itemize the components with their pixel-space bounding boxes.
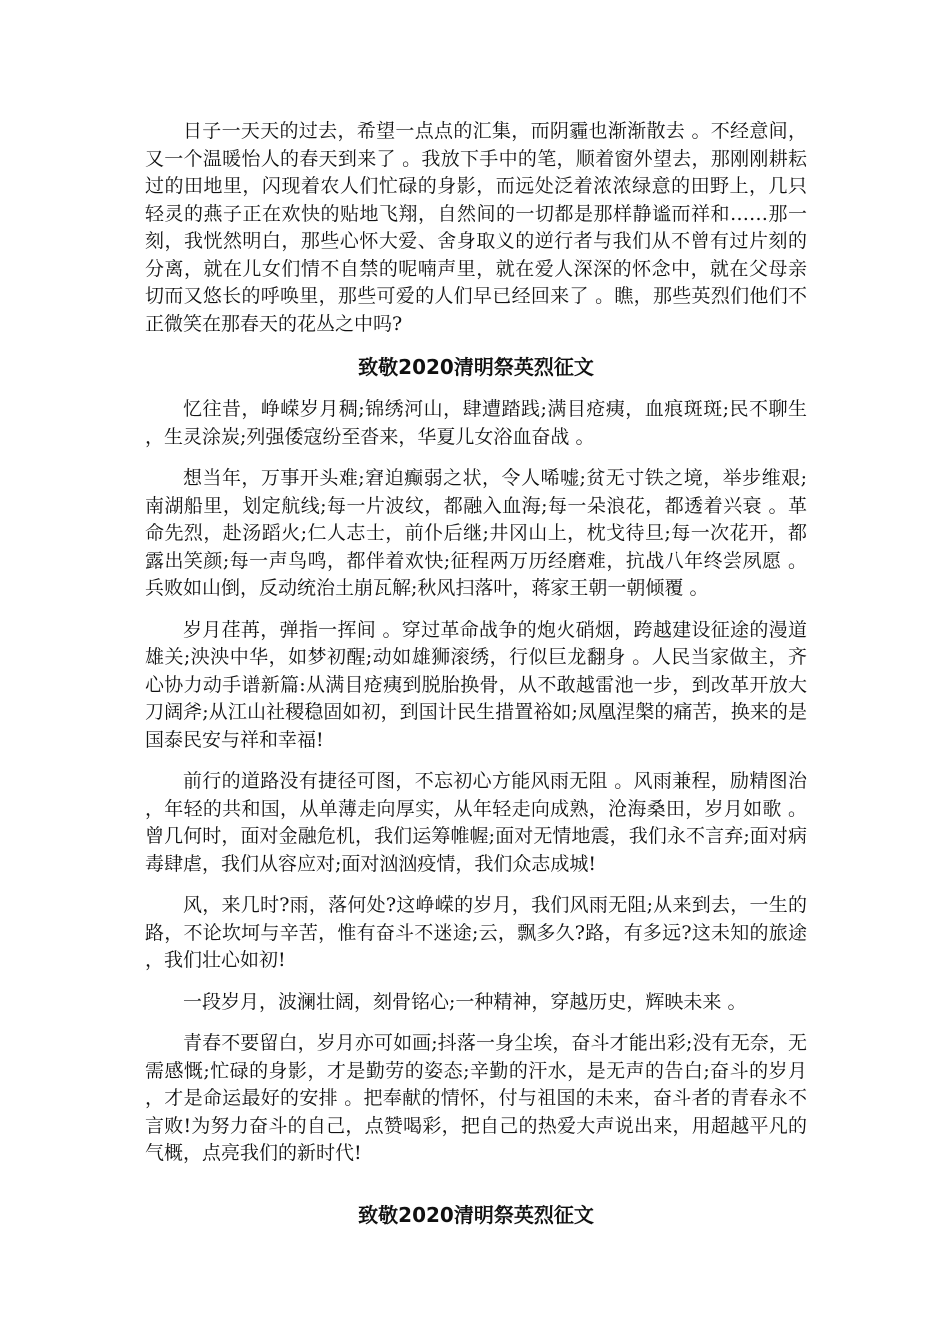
body-paragraph-7: 青春不要留白，岁月亦可如画;抖落一身尘埃，奋斗才能出彩;没有无奈，无需感慨;忙碌的身影，才是勤劳的姿态;辛勤的汗水，是无声的告白;奋斗的岁月，才是命运最好的安排 。把奉献的情怀，付与祖国的未来，奋斗者的青春永不言败!为努力奋斗的自己，点赞喝彩，把自己的热爱大声说出来，用超越平凡的气概，点亮我们的新时代! xyxy=(145,1032,807,1164)
section-title: 致敬2020清明祭英烈征文 xyxy=(358,355,594,379)
body-paragraph-3: 岁月荏苒，弹指一挥间 。穿过革命战争的炮火硝烟，跨越建设征途的漫道雄关;泱泱中华，如梦初醒;动如雄狮滚绣，行似巨龙翻身 。人民当家做主，齐心协力动手谱新篇:从满目疮痍到脱胎换骨，从不敢越雷池一步，到改革开放大刀阔斧;从江山社稷稳固如初，到国计民生措置裕如;凤凰涅槃的痛苦，换来的是国泰民安与祥和幸福! xyxy=(145,618,807,751)
document-page xyxy=(145,118,807,1244)
intro-paragraph: 日子一天天的过去，希望一点点的汇集，而阴霾也渐渐散去 。不经意间，又一个温暖怡人的春天到来了 。我放下手中的笔，顺着窗外望去，那刚刚耕耘过的田地里，闪现着农人们忙碌的身影，而远处泛着浓浓绿意的田野上，几只轻灵的燕子正在欢快的贴地飞翔，自然间的一切都是那样静谧而祥和……那一刻，我恍然明白，那些心怀大爱、舍身取义的逆行者与我们从不曾有过片刻的分离，就在儿女们情不自禁的呢喃声里，就在爱人深深的怀念中，就在父母亲切而又悠长的呼唤里，那些可爱的人们早已经回来了 。瞧，那些英烈们他们不正微笑在那春天的花丛之中吗? xyxy=(145,120,807,335)
body-paragraph-2: 想当年，万事开头难;窘迫癫弱之状，令人唏嘘;贫无寸铁之境，举步维艰;南湖船里，划定航线;每一片波纹，都融入血海;每一朵浪花，都透着兴衰 。革命先烈，赴汤蹈火;仁人志士，前仆后继;井冈山上，枕戈待旦;每一次花开，都露出笑颜;每一声鸟鸣，都伴着欢快;征程两万历经磨难，抗战八年终尝夙愿 。兵败如山倒，反动统治土崩瓦解;秋风扫落叶，蒋家王朝一朝倾覆 。 xyxy=(145,467,807,599)
second-section-title: 致敬2020清明祭英烈征文 xyxy=(358,1202,594,1227)
body-paragraph-4: 前行的道路没有捷径可图，不忘初心方能风雨无阻 。风雨兼程，励精图治，年轻的共和国，从单薄走向厚实，从年轻走向成熟，沧海桑田，岁月如歌 。曾几何时，面对金融危机，我们运筹帷幄;面对无情地震，我们永不言弃;面对病毒肆虐，我们从容应对;面对汹汹疫情，我们众志成城! xyxy=(145,770,807,875)
body-paragraph-6: 一段岁月，波澜壮阔，刻骨铭心;一种精神，穿越历史，辉映未来 。 xyxy=(183,990,747,1013)
body-paragraph-5: 风，来几时?雨，落何处?这峥嵘的岁月，我们风雨无阻;从来到去，一生的路，不论坎坷与辛苦，惟有奋斗不迷途;云，飘多久?路，有多远?这未知的旅途，我们壮心如初! xyxy=(145,894,807,971)
body-paragraph-1: 忆往昔，峥嵘岁月稠;锦绣河山，肆遭踏践;满目疮痍，血痕斑斑;民不聊生，生灵涂炭;列强倭寇纷至沓来，华夏儿女浴血奋战 。 xyxy=(145,398,807,448)
